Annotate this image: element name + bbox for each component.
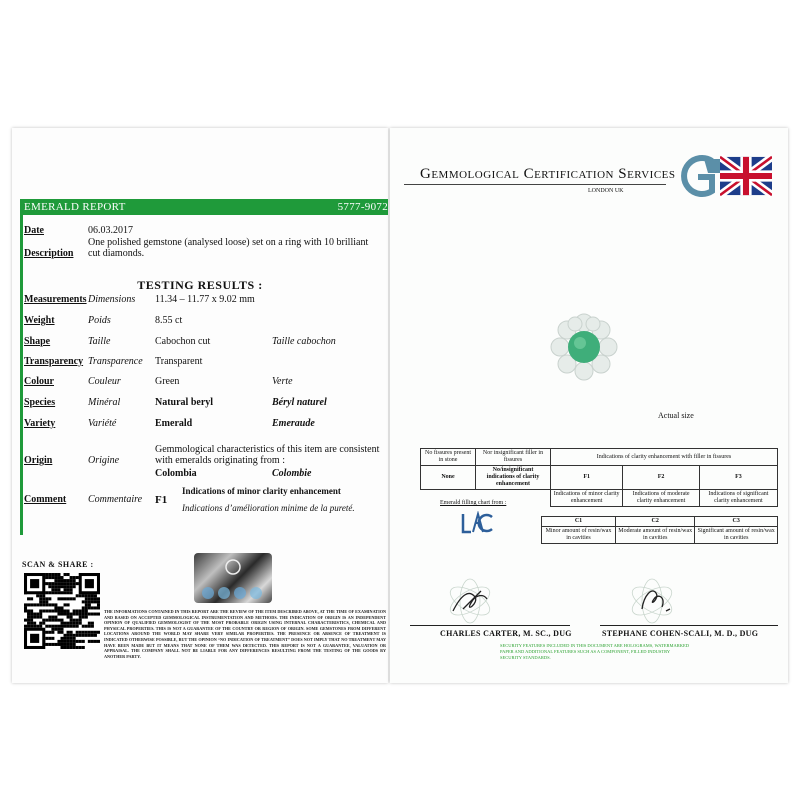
result-fr-value: Verte [272, 376, 293, 387]
result-fr-label: Minéral [88, 397, 121, 408]
result-label: Colour [24, 376, 54, 387]
clarity-table [420, 448, 778, 507]
result-value: Cabochon cut [155, 336, 211, 347]
cavity-c3: C3 [695, 517, 778, 527]
testing-results-title: TESTING RESULTS : [137, 278, 263, 292]
result-value: Emerald [155, 418, 193, 429]
origin-en: Colombia [155, 468, 197, 479]
disclaimer-text: THE INFORMATIONS CONTAINED IN THIS REPORT ARE THE REVIEW OF THE ITEM DESCRIBED ABOVE, AT THE TIME OF EXAMINATION AND BASED ON ACCEPTED GEMMOLOGICAL INSTRUMENTATION AND METHODS. THE INDICATION OF ORIGIN IS AN INDEPENDENT OPINION OF QUALIFIED GEMMOLOGIST OF THE MOST PROBABLE ORIGIN USING INTERNAL CHARACTERISTICS, CHEMICAL AND PHYSICAL PROPERTIES. THIS IS NOT A GUARANTEE OF THE COUNTRY OR REGION OF ORIGIN. SOME GEMSTONES FROM DIFFERENT LOCATIONS AROUND THE WORLD MAY SHARE VERY SIMILAR PROPERTIES. THE PRESENCE OR ABSENCE OF TREATMENT IS INDICATED OTHERWISE POSSIBLE, BUT THE OPINION “NO INDICATION OF TREATMENT” DOES NOT IMPLY THAT NO TREATMENT MAY HAVE BEEN MADE BUT IT MEANS THAT NONE OF THEM WAS DETECTED. THIS REPORT IS NOT A GUARANTEE, VALUATION OR APPRAISAL. THE COMPANY SHALL NOT BE LIABLE FOR ANY DIFFERENCES RESULTING FROM THE TESTING OF THE GOODS BY ANOTHER PARTY. [104, 609, 386, 659]
result-value: Natural beryl [155, 397, 214, 408]
actual-size-label: Actual size [658, 411, 694, 420]
gcs-logo-icon [668, 153, 726, 198]
clarity-f3-desc: Indications of significant clarity enhancement [699, 490, 777, 507]
clarity-none-desc: No/insignificant indications of clarity enhancement [476, 466, 551, 490]
result-value: 8.55 ct [155, 315, 183, 326]
date-value: 06.03.2017 [88, 225, 133, 236]
result-fr-value: Emeraude [272, 418, 315, 429]
description-label: Description [24, 248, 74, 259]
signer-2: STEPHANE COHEN-SCALI, M. D., DUG [602, 629, 759, 638]
origin-text: Gemmological characteristics of this item are consistent with emeralds originating from : [155, 444, 380, 466]
uk-flag-icon [720, 154, 772, 198]
signature-cohen-scali-icon [622, 573, 692, 628]
result-value: 11.34 – 11.77 x 9.02 mm [155, 294, 255, 305]
result-fr-label: Couleur [88, 376, 121, 387]
signer-1: CHARLES CARTER, M. SC., DUG [440, 629, 572, 638]
result-fr-label: Variété [88, 418, 117, 429]
date-label: Date [24, 225, 44, 236]
comment-en: Indications of minor clarity enhancement [182, 486, 341, 496]
comment-fr-label: Commentaire [88, 494, 143, 505]
scan-share-label: SCAN & SHARE : [22, 560, 94, 569]
clarity-none: None [421, 466, 476, 490]
emerald-ring-photo [550, 313, 618, 381]
clarity-h2: Nor insignificant filler in fissures [476, 449, 551, 466]
comment-label: Comment [24, 494, 67, 505]
signature-carter-icon [435, 573, 505, 628]
result-fr-label: Poids [88, 315, 111, 326]
clarity-f1-desc: Indications of minor clarity enhancement [551, 490, 623, 507]
clarity-f1: F1 [551, 466, 623, 490]
cavity-c1-desc: Minor amount of resin/wax in cavities [542, 527, 616, 544]
cavity-c2: C2 [616, 517, 695, 527]
clarity-f2-desc: Indications of moderate clarity enhancement [623, 490, 700, 507]
result-fr-label: Taille [88, 336, 111, 347]
lhc-logo-icon [460, 511, 494, 535]
origin-fr-value: Colombie [272, 468, 312, 479]
result-label: Measurements [24, 294, 87, 305]
clarity-h1: No fissures present in stone [421, 449, 476, 466]
qr-code-icon[interactable] [24, 573, 100, 649]
origin-fr-label: Origine [88, 455, 120, 466]
clarity-f3: F3 [699, 466, 777, 490]
filling-chart-label: Emerald filling chart from : [440, 500, 507, 506]
report-number: 5777-9072 [337, 201, 388, 213]
report-title: EMERALD REPORT [24, 201, 126, 213]
result-value: Green [155, 376, 180, 387]
cavity-table [541, 516, 778, 544]
result-label: Transparency [24, 356, 84, 367]
result-label: Variety [24, 418, 56, 429]
security-note: SECURITY FEATURES INCLUDED IN THIS DOCUMENT ARE HOLOGRAMS, WATERMARKED PAPER AND ADDITIONAL FEATURES SUCH AS A COMPONENT, FILLED INDUSTRY SECURITY STANDARDS. [500, 643, 689, 660]
signature-line-1 [410, 625, 570, 626]
company-location: LONDON UK [588, 188, 624, 194]
accent-line [20, 215, 23, 535]
clarity-f2: F2 [623, 466, 700, 490]
comment-grade: F1 [155, 494, 168, 506]
result-label: Shape [24, 336, 51, 347]
origin-label: Origin [24, 455, 53, 466]
result-fr-label: Dimensions [88, 294, 136, 305]
report-banner [20, 199, 388, 215]
signature-line-2 [600, 625, 778, 626]
cavity-c1: C1 [542, 517, 616, 527]
description-value: One polished gemstone (analysed loose) set on a ring with 10 brilliant cut diamonds. [88, 237, 369, 259]
emerald-report-page [12, 128, 388, 683]
certificate-page [390, 128, 788, 683]
company-name: Gemmological Certification Services [420, 166, 676, 182]
result-value: Transparent [155, 356, 203, 367]
result-fr-label: Transparence [88, 356, 143, 367]
hologram-icon [194, 553, 272, 603]
result-label: Weight [24, 315, 55, 326]
result-fr-value: Béryl naturel [272, 397, 327, 408]
result-fr-value: Taille cabochon [272, 336, 336, 347]
cavity-c3-desc: Significant amount of resin/wax in cavities [695, 527, 778, 544]
comment-fr-value: Indications d’amélioration minime de la pureté. [182, 503, 355, 513]
result-label: Species [24, 397, 56, 408]
logo-divider [404, 184, 666, 185]
cavity-c2-desc: Moderate amount of resin/wax in cavities [616, 527, 695, 544]
clarity-h3: Indications of clarity enhancement with filler in fissures [551, 449, 778, 466]
